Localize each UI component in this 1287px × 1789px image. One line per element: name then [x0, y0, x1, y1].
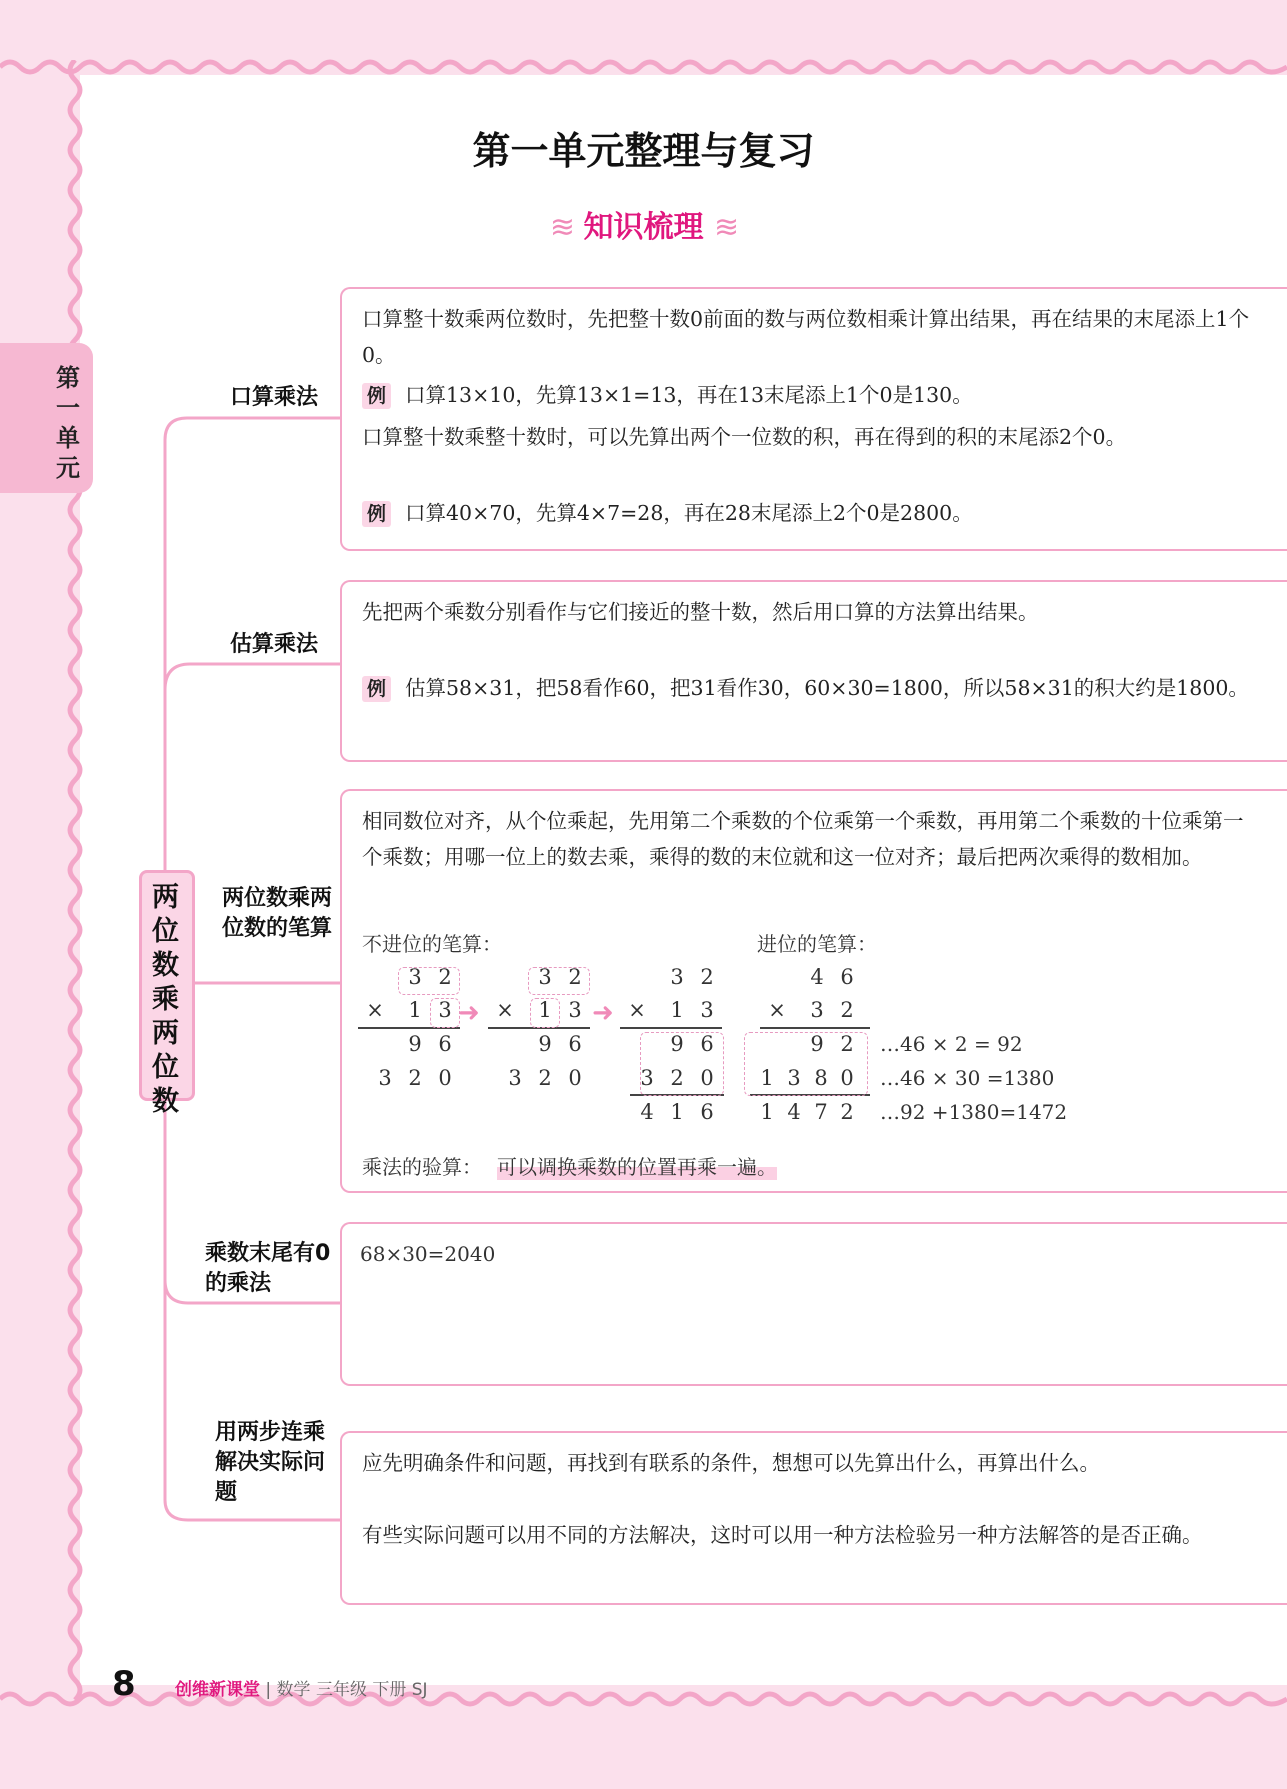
trailing-zero-box [340, 1222, 1287, 1386]
mental-example-2-text: 口算40×70，先算4×7=28，再在28末尾添上2个0是2800。 [405, 501, 973, 525]
written-rule: 相同数位对齐，从个位乘起，先用第二个乘数的个位乘第一个乘数，再用第二个乘数的十位乘第一个乘数；用哪一位上的数去乘，乘得的数的末位就和这一位对齐；最后把两次乘得的数相加。 [362, 809, 1244, 869]
root-topic-box [139, 870, 195, 1117]
calc-digit: 0 [700, 1066, 714, 1090]
two-step-paragraph-2: 有些实际问题可以用不同的方法解决，这时可以用一种方法检验另一种方法解答的是否正确。 [362, 1523, 1203, 1547]
calc-digit: 2 [438, 965, 452, 989]
calc-digit: 3 [438, 998, 452, 1022]
calc-digit: 2 [408, 1066, 422, 1090]
written-multiplication-box [340, 789, 1287, 1193]
calc-highlight-box [528, 967, 590, 995]
example-tag: 例 [362, 676, 391, 702]
calc-digit: 1 [538, 998, 552, 1022]
calc-digit: 3 [670, 965, 684, 989]
step-arrow-icon: ➜ [458, 998, 480, 1028]
branch-trailing-zero: 乘数末尾有0的乘法 [205, 1241, 331, 1296]
example-tag: 例 [362, 383, 391, 409]
mental-multiplication-box [340, 287, 1287, 551]
calc-digit: 6 [568, 1032, 582, 1056]
calc-digit: 9 [810, 1032, 824, 1056]
calc-digit: 6 [438, 1032, 452, 1056]
calc-digit: 4 [640, 1100, 654, 1124]
calc-highlight-box [398, 967, 460, 995]
check-label: 乘法的验算： [362, 1155, 482, 1179]
calc-digit: 1 [760, 1100, 774, 1124]
footer-brand: 创维新课堂 [175, 1680, 260, 1700]
two-step-paragraph-1: 应先明确条件和问题，再找到有联系的条件，想想可以先算出什么，再算出什么。 [362, 1451, 1100, 1475]
calc-rule-line [620, 1027, 722, 1029]
footer-divider: | [265, 1680, 277, 1700]
check-text: 可以调换乘数的位置再乘一遍。 [497, 1151, 777, 1180]
wave-right-icon: ≋ [713, 210, 738, 245]
calc-digit: 2 [840, 1032, 854, 1056]
calc-digit: 4 [787, 1100, 801, 1124]
calc-digit: 2 [700, 965, 714, 989]
estimation-rule: 先把两个乘数分别看作与它们接近的整十数，然后用口算的方法算出结果。 [362, 600, 1039, 624]
branch-estimation: 估算乘法 [230, 632, 319, 657]
carry-step-note: …92 +1380=1472 [880, 1100, 1068, 1124]
calc-highlight-box [430, 998, 460, 1028]
root-topic-label: 两位数乘两位数 [152, 882, 179, 1117]
calc-digit: 3 [568, 998, 582, 1022]
calc-digit: 3 [378, 1066, 392, 1090]
calc-highlight-box [640, 1032, 724, 1096]
calc-digit: 6 [840, 965, 854, 989]
calc-digit: 8 [814, 1066, 828, 1090]
branch-written-multiplication: 两位数乘两位数的笔算 [222, 886, 333, 941]
times-sign: × [366, 998, 384, 1022]
footer-subject: 数学 三年级 下册 SJ [276, 1680, 428, 1700]
subtitle-text: 知识梳理 [583, 210, 704, 245]
mental-rule-1: 口算整十数乘两位数时，先把整十数0前面的数与两位数相乘计算出结果，再在结果的末尾添上1个0。 [362, 307, 1250, 367]
unit-side-tab-label: 第一单元 [56, 364, 80, 482]
mental-example-1 [362, 377, 1262, 413]
estimation-box [340, 580, 1287, 762]
page-number: 8 [112, 1664, 136, 1704]
estimation-example [362, 670, 1262, 706]
calc-digit: 9 [670, 1032, 684, 1056]
mental-rule-2: 口算整十数乘整十数时，可以先算出两个一位数的积，再在得到的积的末尾添2个0。 [362, 425, 1127, 449]
calc-digit: 1 [670, 998, 684, 1022]
calc-digit: 3 [787, 1066, 801, 1090]
branch-mental-multiplication: 口算乘法 [230, 385, 319, 410]
calc-digit: 2 [840, 998, 854, 1022]
calc-digit: 2 [538, 1066, 552, 1090]
times-sign: × [628, 998, 646, 1022]
calc-digit: 3 [700, 998, 714, 1022]
estimation-example-text: 估算58×31，把58看作60，把31看作30，60×30=1800，所以58×31的积大约是1800。 [405, 676, 1249, 700]
calc-digit: 0 [568, 1066, 582, 1090]
trailing-zero-equation: 68×30=2040 [360, 1242, 496, 1266]
calc-digit: 3 [408, 965, 422, 989]
calc-digit: 3 [810, 998, 824, 1022]
calc-digit: 0 [438, 1066, 452, 1090]
calc-digit: 1 [408, 998, 422, 1022]
calc-digit: 6 [700, 1100, 714, 1124]
branch-two-step-problems: 用两步连乘解决实际问题 [215, 1420, 326, 1505]
footer-info [175, 1675, 428, 1700]
calc-digit: 4 [810, 965, 824, 989]
calc-digit: 2 [568, 965, 582, 989]
wave-left-icon: ≋ [549, 210, 574, 245]
calc-highlight-box [530, 998, 560, 1028]
calc-digit: 2 [670, 1066, 684, 1090]
calc-digit: 9 [408, 1032, 422, 1056]
times-sign: × [768, 998, 786, 1022]
page-title: 第一单元整理与复习 [472, 129, 815, 173]
calc-digit: 1 [760, 1066, 774, 1090]
carry-label: 进位的笔算： [757, 932, 877, 956]
carry-step-note: …46 × 30 =1380 [880, 1066, 1055, 1090]
calc-digit: 0 [840, 1066, 854, 1090]
step-arrow-icon: ➜ [592, 998, 614, 1028]
calc-digit: 9 [538, 1032, 552, 1056]
calc-digit: 1 [670, 1100, 684, 1124]
mental-example-2 [362, 495, 1262, 531]
calc-digit: 3 [508, 1066, 522, 1090]
calc-digit: 6 [700, 1032, 714, 1056]
times-sign: × [496, 998, 514, 1022]
calc-digit: 2 [840, 1100, 854, 1124]
example-tag: 例 [362, 501, 391, 527]
calc-digit: 3 [640, 1066, 654, 1090]
mental-example-1-text: 口算13×10，先算13×1=13，再在13末尾添上1个0是130。 [405, 383, 973, 407]
carry-step-note: …46 × 2 = 92 [880, 1032, 1023, 1056]
two-step-box [340, 1431, 1287, 1605]
no-carry-label: 不进位的笔算： [362, 932, 502, 956]
calc-rule-line [760, 1027, 870, 1029]
calc-digit: 7 [814, 1100, 828, 1124]
calc-highlight-box [744, 1032, 868, 1096]
calc-digit: 3 [538, 965, 552, 989]
